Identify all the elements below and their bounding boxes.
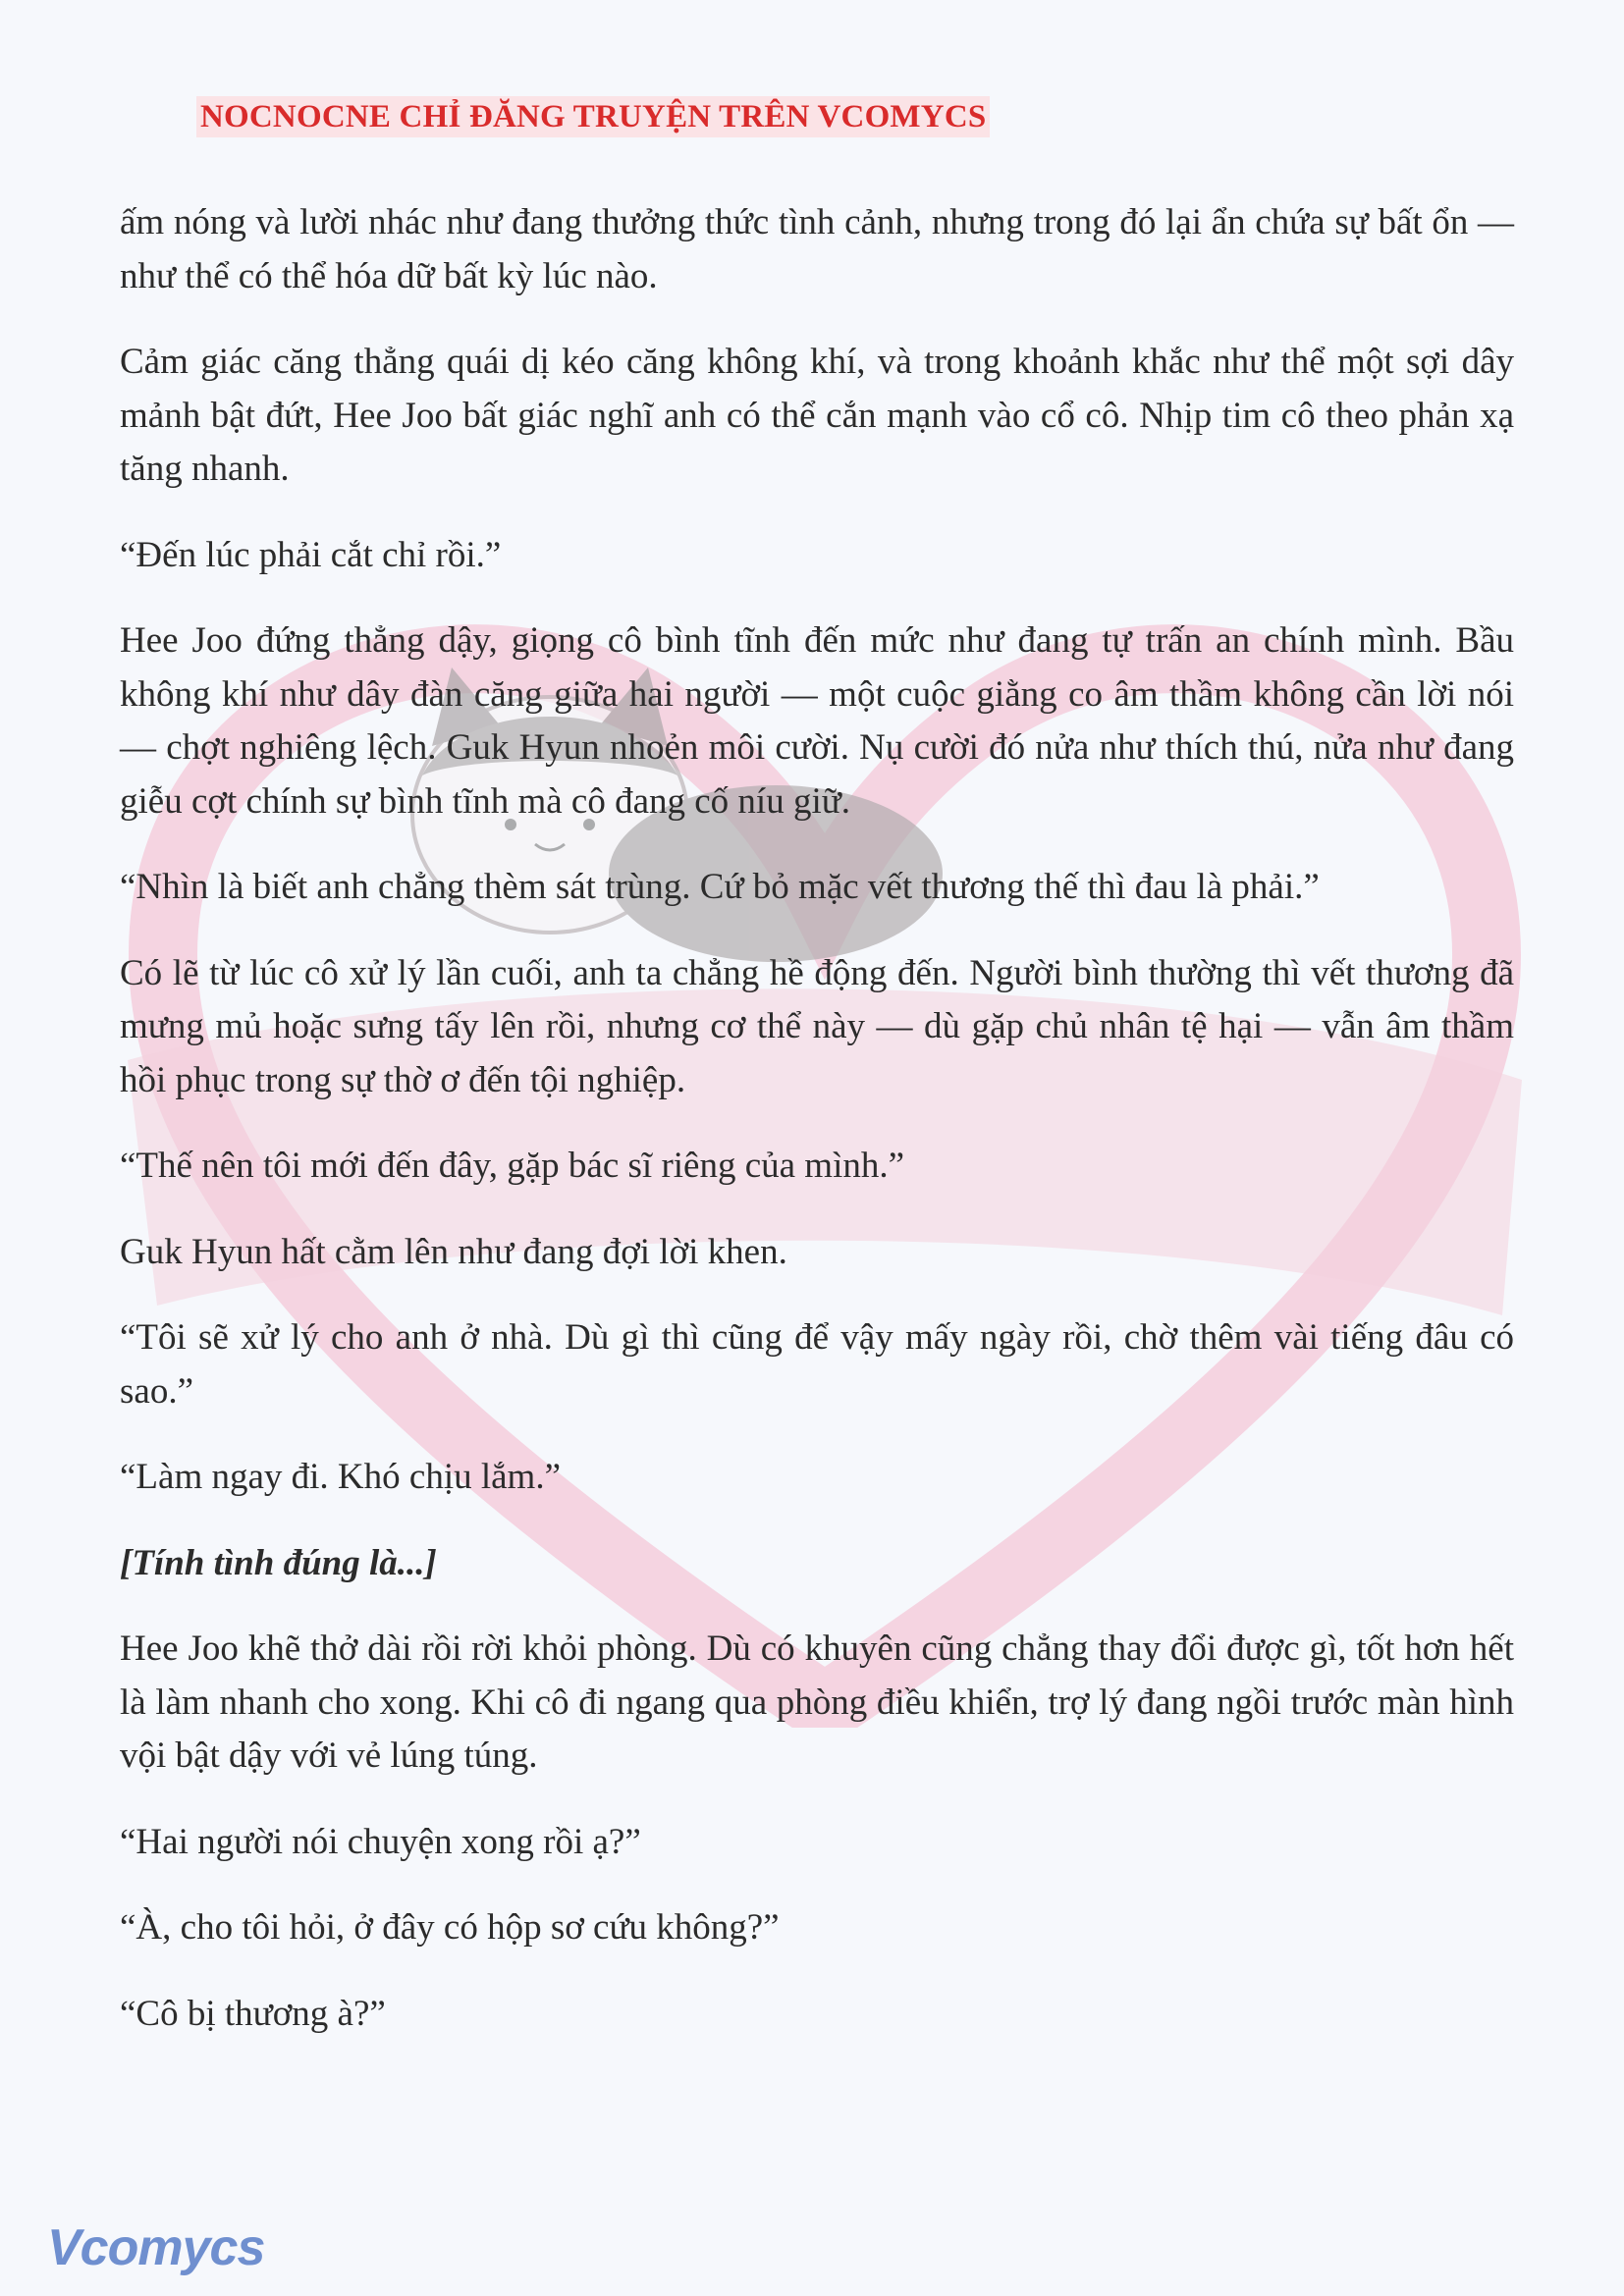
- paragraph: “Tôi sẽ xử lý cho anh ở nhà. Dù gì thì cũng để vậy mấy ngày rồi, chờ thêm vài tiếng đâu có sao.”: [120, 1317, 1514, 1412]
- paragraph: Guk Hyun hất cằm lên như đang đợi lời khen.: [120, 1231, 787, 1272]
- paragraph: “Đến lúc phải cắt chỉ rồi.”: [120, 534, 502, 575]
- paragraph: Cảm giác căng thẳng quái dị kéo căng không khí, và trong khoảnh khắc như thể một sợi dây mảnh bật đứt, Hee Joo bất giác nghĩ anh có thể cắn mạnh vào cổ cô. Nhịp tim cô theo phản xạ tăng nhanh.: [120, 342, 1514, 489]
- paragraph: “Làm ngay đi. Khó chịu lắm.”: [120, 1457, 562, 1497]
- paragraph: “À, cho tôi hỏi, ở đây có hộp sơ cứu không?”: [120, 1907, 780, 1948]
- paragraph: “Nhìn là biết anh chẳng thèm sát trùng. Cứ bỏ mặc vết thương thế thì đau là phải.”: [120, 867, 1320, 907]
- paragraph: “Thế nên tôi mới đến đây, gặp bác sĩ riêng của mình.”: [120, 1146, 905, 1186]
- paragraph: Có lẽ từ lúc cô xử lý lần cuối, anh ta chẳng hề động đến. Người bình thường thì vết thương đã mưng mủ hoặc sưng tấy lên rồi, nhưng cơ thể này — dù gặp chủ nhân tệ hại — vẫn âm thầm hồi phục trong sự thờ ơ đến tội nghiệp.: [120, 952, 1514, 1100]
- vcomycs-notice: NOCNOCNE CHỈ ĐĂNG TRUYỆN TRÊN VCOMYCS: [196, 96, 990, 137]
- vcomycs-logo: Vcomycs: [47, 2219, 265, 2276]
- paragraph: ấm nóng và lười nhác như đang thưởng thức tình cảnh, nhưng trong đó lại ẩn chứa sự bất ổn — như thể có thể hóa dữ bất kỳ lúc nào.: [120, 202, 1514, 296]
- story-text: [120, 196, 1514, 2073]
- paragraph: “Hai người nói chuyện xong rồi ạ?”: [120, 1821, 641, 1862]
- paragraph: Hee Joo đứng thẳng dậy, giọng cô bình tĩnh đến mức như đang tự trấn an chính mình. Bầu không khí như dây đàn căng giữa hai người — một cuộc giằng co âm thầm không cần lời nói — chợt nghiêng lệch. Guk Hyun nhoẻn môi cười. Nụ cười đó nửa như thích thú, nửa như đang giễu cợt chính sự bình tĩnh mà cô đang cố níu giữ.: [120, 620, 1514, 822]
- paragraph: Hee Joo khẽ thở dài rồi rời khỏi phòng. Dù có khuyên cũng chẳng thay đổi được gì, tốt hơn hết là làm nhanh cho xong. Khi cô đi ngang qua phòng điều khiển, trợ lý đang ngồi trước màn hình vội bật dậy với vẻ lúng túng.: [120, 1629, 1514, 1776]
- paragraph: “Cô bị thương à?”: [120, 1993, 386, 2034]
- inner-thought-paragraph: [Tính tình đúng là...]: [120, 1542, 437, 1583]
